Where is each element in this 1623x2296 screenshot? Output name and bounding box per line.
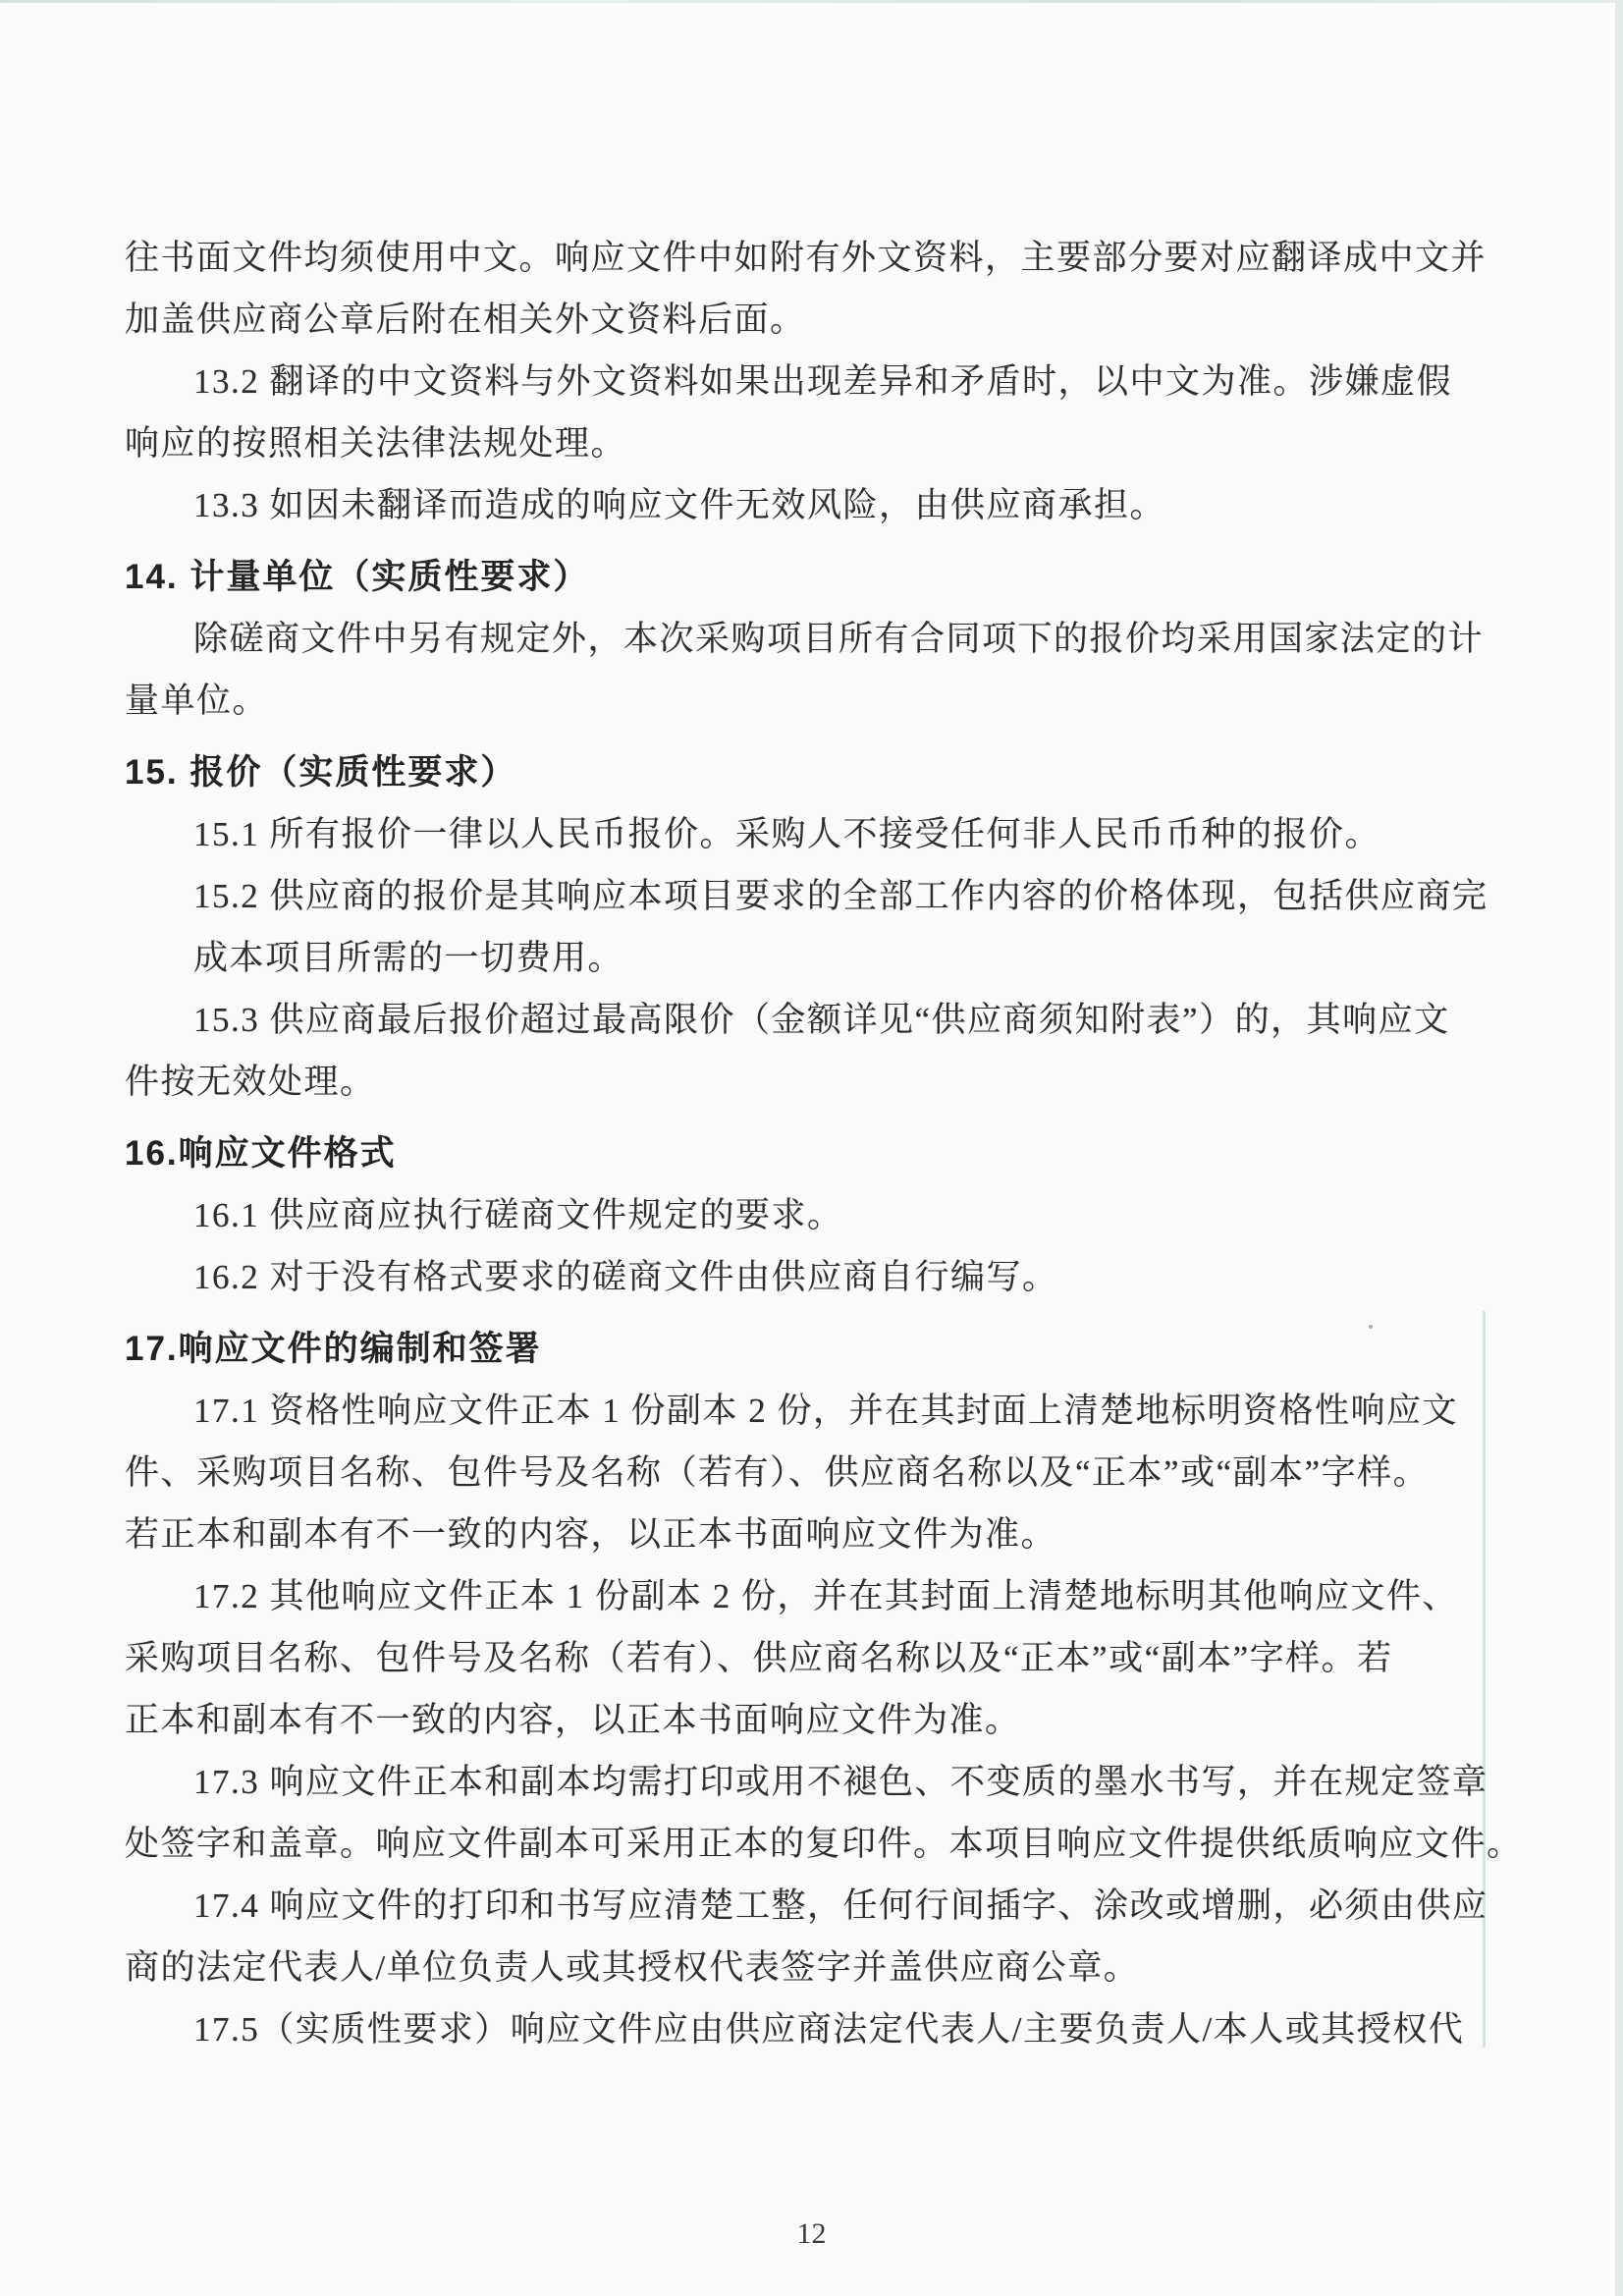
doc-text-line: 17.1 资格性响应文件正本 1 份副本 2 份，并在其封面上清楚地标明资格性响应文 <box>193 1392 1459 1430</box>
doc-text-line: 商的法定代表人/单位负责人或其授权代表签字并盖供应商公章。 <box>125 1948 1140 1987</box>
doc-text-line: 13.2 翻译的中文资料与外文资料如果出现差异和矛盾时，以中文为准。涉嫌虚假 <box>193 362 1453 401</box>
doc-text-line: 13.3 如因未翻译而造成的响应文件无效风险，由供应商承担。 <box>193 486 1166 524</box>
doc-text-line: 除磋商文件中另有规定外，本次采购项目所有合同项下的报价均采用国家法定的计 <box>193 620 1485 658</box>
doc-text-line: 16.1 供应商应执行磋商文件规定的要求。 <box>193 1196 843 1234</box>
doc-text-line: 17.3 响应文件正本和副本均需打印或用不褪色、不变质的墨水书写，并在规定签章 <box>193 1763 1488 1801</box>
doc-text-line: 量单位。 <box>125 682 269 720</box>
section-heading: 15. 报价（实质性要求） <box>125 753 517 792</box>
doc-text-line: 加盖供应商公章后附在相关外文资料后面。 <box>125 301 806 339</box>
page-number: 12 <box>796 2217 827 2250</box>
doc-text-line: 15.1 所有报价一律以人民币报价。采购人不接受任何非人民币币种的报价。 <box>193 815 1381 853</box>
doc-text-line: 15.3 供应商最后报价超过最高限价（金额详见“供应商须知附表”）的，其响应文 <box>193 1001 1450 1039</box>
doc-text-line: 15.2 供应商的报价是其响应本项目要求的全部工作内容的价格体现，包括供应商完 <box>193 877 1488 915</box>
doc-text-line: 响应的按照相关法律法规处理。 <box>125 424 627 463</box>
doc-text-line: 若正本和副本有不一致的内容，以正本书面响应文件为准。 <box>125 1515 1057 1554</box>
doc-text-line: 件、采购项目名称、包件号及名称（若有）、供应商名称以及“正本”或“副本”字样。 <box>125 1453 1430 1492</box>
doc-text-line: 17.2 其他响应文件正本 1 份副本 2 份，并在其封面上清楚地标明其他响应文件、 <box>193 1577 1459 1615</box>
section-heading: 17.响应文件的编制和签署 <box>125 1330 542 1368</box>
doc-text-line: 处签字和盖章。响应文件副本可采用正本的复印件。本项目响应文件提供纸质响应文件。 <box>125 1825 1523 1863</box>
doc-text-line: 采购项目名称、包件号及名称（若有）、供应商名称以及“正本”或“副本”字样。若 <box>125 1639 1393 1677</box>
doc-text-line: 正本和副本有不一致的内容，以正本书面响应文件为准。 <box>125 1701 1021 1739</box>
section-heading: 14. 计量单位（实质性要求） <box>125 558 590 596</box>
doc-text-line: 成本项目所需的一切费用。 <box>193 939 624 977</box>
doc-text-line: 件按无效处理。 <box>125 1063 376 1101</box>
doc-text-line: 17.4 响应文件的打印和书写应清楚工整，任何行间插字、涂改或增删，必须由供应 <box>193 1886 1488 1925</box>
doc-text-line: 17.5（实质性要求）响应文件应由供应商法定代表人/主要负责人/本人或其授权代 <box>193 2010 1465 2049</box>
doc-text-line: 16.2 对于没有格式要求的磋商文件由供应商自行编写。 <box>193 1258 1058 1296</box>
doc-text-line: 往书面文件均须使用中文。响应文件中如附有外文资料，主要部分要对应翻译成中文并 <box>125 239 1488 277</box>
section-heading: 16.响应文件格式 <box>125 1134 397 1173</box>
